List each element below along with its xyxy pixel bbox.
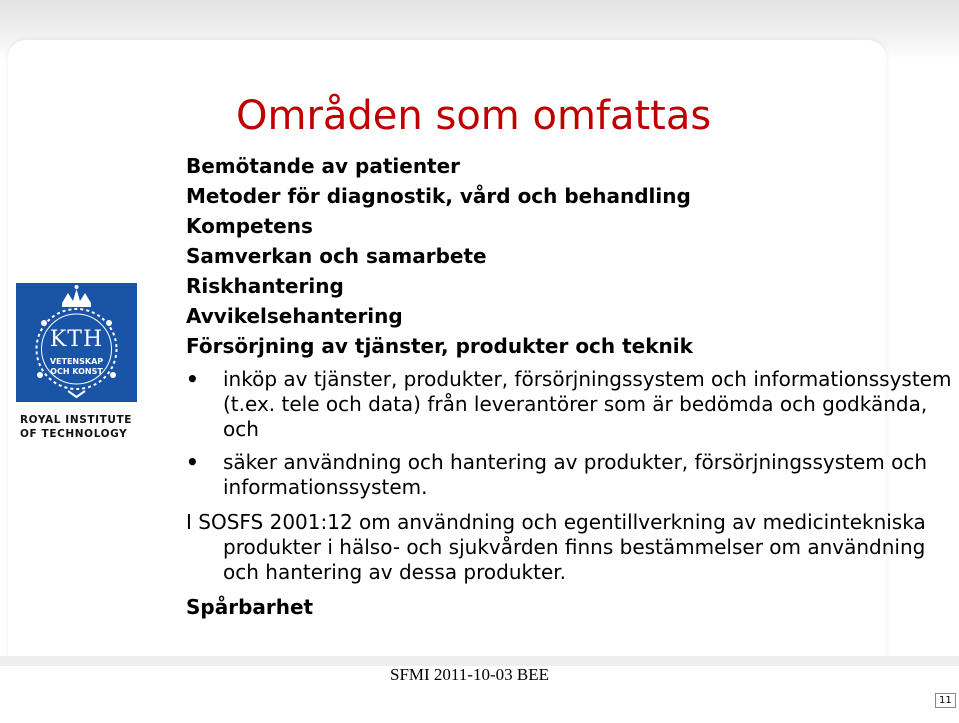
footer-text: SFMI 2011-10-03 BEE	[390, 665, 549, 684]
kth-caption-line2: OF TECHNOLOGY	[20, 428, 128, 440]
list-item: Avvikelsehantering	[186, 304, 403, 328]
list-item: Försörjning av tjänster, produkter och teknik	[186, 334, 693, 358]
slide-content	[186, 151, 956, 621]
slide-title: Områden som omfattas	[236, 93, 712, 139]
list-item: Bemötande av patienter	[186, 154, 461, 178]
bullet-text: säker användning och hantering av produkter, försörjningssystem och informationssystem.	[223, 450, 928, 499]
sosfs-paragraph: I SOSFS 2001:12 om användning och egentillverkning av medicintekniska produkter i hälso- och sjukvården finns bestämmelser om användning och hantering av dessa produkter.	[186, 510, 926, 584]
sparbarhet-heading: Spårbarhet	[186, 595, 314, 619]
list-item: Kompetens	[186, 214, 313, 238]
bullet-item	[186, 450, 956, 500]
page-number: 11	[935, 693, 956, 708]
kth-motto-line2: OCH KONST	[50, 367, 103, 376]
kth-wordmark: KTH	[49, 327, 104, 352]
bullet-icon: •	[186, 367, 199, 391]
kth-logo	[16, 283, 137, 402]
kth-caption-line1: ROYAL INSTITUTE	[20, 414, 133, 426]
list-item: Riskhantering	[186, 274, 344, 298]
list-item: Samverkan och samarbete	[186, 244, 487, 268]
bullet-text: inköp av tjänster, produkter, försörjningssystem och informationssystem (t.ex. tele och data) från leverantörer som är bedömda och godkända, och	[223, 367, 952, 441]
kth-motto-line1: VETENSKAP	[49, 357, 104, 366]
bullet-icon: •	[186, 450, 199, 474]
bullet-item	[186, 367, 956, 442]
kth-caption	[20, 413, 140, 441]
list-item: Metoder för diagnostik, vård och behandling	[186, 184, 691, 208]
